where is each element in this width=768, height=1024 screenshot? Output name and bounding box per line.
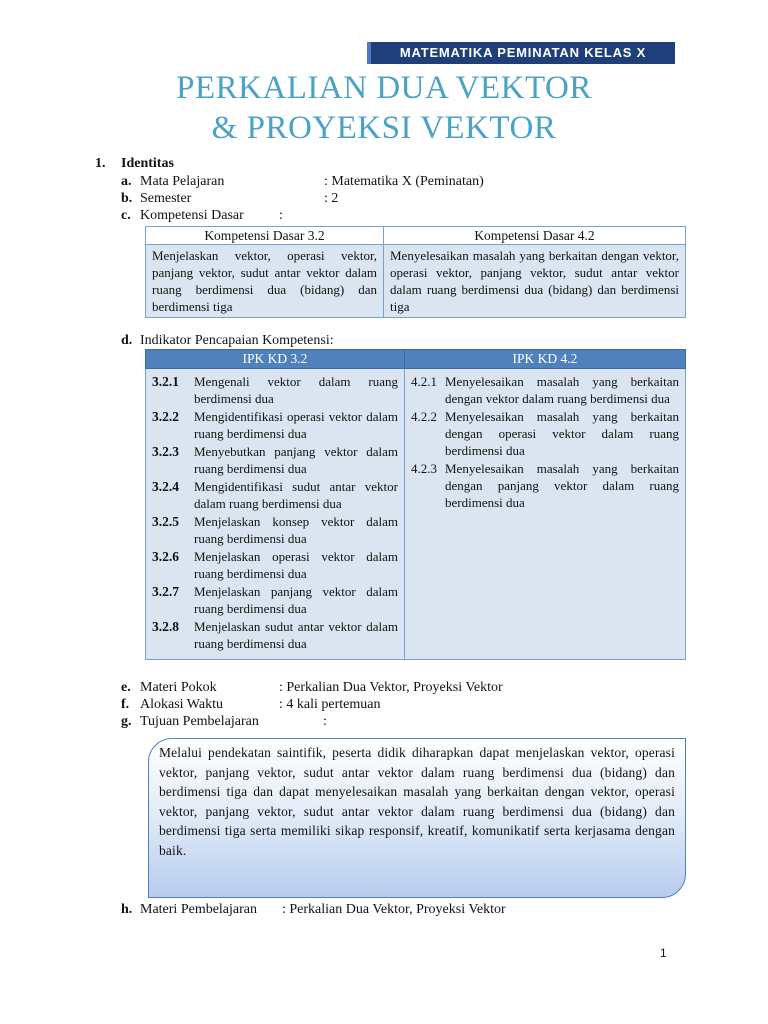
item-g-marker: g. xyxy=(121,714,132,729)
list-item xyxy=(152,373,398,407)
learning-goal-box: Melalui pendekatan saintifik, peserta didik diharapkan dapat menjelaskan vektor, operasi vektor, panjang vektor, sudut antar vektor dalam ruang berdimensi dua (bidang) dan berdimensi tiga dan dapat menyelesaikan masalah yang berkaitan dengan vektor, operasi vektor, panjang vektor, sudut antar vektor dalam ruang berdimensi dua (bidang) dan berdimensi tiga serta memiliki sikap responsif, kreatif, komunikatif serta kerjasama dengan baik. xyxy=(148,738,686,898)
ipk-text: Mengidentifikasi sudut antar vektor dalam ruang berdimensi dua xyxy=(194,479,398,511)
kompetensi-dasar-table xyxy=(145,226,686,318)
kd-cell-4-2: Menyelesaikan masalah yang berkaitan dengan vektor, operasi vektor, panjang vektor, sudut antar vektor dalam ruang berdimensi dua (bidang) dan berdimensi tiga xyxy=(384,245,686,318)
item-c-value: : xyxy=(279,208,283,223)
list-item xyxy=(411,373,679,407)
list-item xyxy=(411,408,679,459)
list-item xyxy=(152,618,398,652)
ipk-text: Menjelaskan operasi vektor dalam ruang berdimensi dua xyxy=(194,549,398,581)
item-h-label: Materi Pembelajaran xyxy=(140,902,258,917)
item-f-label: Alokasi Waktu xyxy=(140,697,223,712)
item-f-marker: f. xyxy=(121,697,130,712)
item-e-value: : Perkalian Dua Vektor, Proyeksi Vektor xyxy=(279,680,503,695)
page-title-line-2: & PROYEKSI VEKTOR xyxy=(211,110,557,146)
ipk-text: Menyelesaikan masalah yang berkaitan dengan vektor dalam ruang berdimensi dua xyxy=(445,374,679,406)
item-c-marker: c. xyxy=(121,208,131,223)
ipk-text: Menjelaskan konsep vektor dalam ruang berdimensi dua xyxy=(194,514,398,546)
ipk-number: 3.2.7 xyxy=(152,584,179,599)
item-b-marker: b. xyxy=(121,191,133,206)
kd-header-3-2: Kompetensi Dasar 3.2 xyxy=(146,227,384,245)
ipk-number: 3.2.8 xyxy=(152,619,179,634)
ipk-text: Menyelesaikan masalah yang berkaitan dengan operasi vektor dalam ruang berdimensi dua xyxy=(445,409,679,458)
ipk-number: 4.2.3 xyxy=(411,461,437,476)
item-h-marker: h. xyxy=(121,902,133,917)
item-h-value: : Perkalian Dua Vektor, Proyeksi Vektor xyxy=(282,902,506,917)
ipk-header-3-2: IPK KD 3.2 xyxy=(146,350,405,369)
item-c-label: Kompetensi Dasar xyxy=(140,208,244,223)
ipk-header-4-2: IPK KD 4.2 xyxy=(405,350,686,369)
ipk-number: 3.2.5 xyxy=(152,514,179,529)
page-number: 1 xyxy=(660,946,667,960)
ipk-text: Mengidentifikasi operasi vektor dalam ruang berdimensi dua xyxy=(194,409,398,441)
ipk-number: 3.2.1 xyxy=(152,374,179,389)
list-item xyxy=(152,408,398,442)
ipk-number: 3.2.4 xyxy=(152,479,179,494)
ipk-text: Menjelaskan sudut antar vektor dalam ruang berdimensi dua xyxy=(194,619,398,651)
item-b-label: Semester xyxy=(140,191,192,206)
item-a-value: : Matematika X (Peminatan) xyxy=(324,174,484,189)
ipk-number: 3.2.3 xyxy=(152,444,179,459)
item-f-value: : 4 kali pertemuan xyxy=(279,697,381,712)
item-a-label: Mata Pelajaran xyxy=(140,174,225,189)
ipk-text: Menjelaskan panjang vektor dalam ruang berdimensi dua xyxy=(194,584,398,616)
ipk-text: Menyebutkan panjang vektor dalam ruang berdimensi dua xyxy=(194,444,398,476)
list-item xyxy=(152,478,398,512)
list-item xyxy=(152,443,398,477)
subject-banner: MATEMATIKA PEMINATAN KELAS X xyxy=(367,42,675,64)
ipk-number: 4.2.1 xyxy=(411,374,437,389)
kd-header-4-2: Kompetensi Dasar 4.2 xyxy=(384,227,686,245)
section-heading: Identitas xyxy=(121,156,174,171)
item-g-label: Tujuan Pembelajaran xyxy=(140,714,259,729)
page-title-line-1: PERKALIAN DUA VEKTOR xyxy=(176,70,592,106)
item-a-marker: a. xyxy=(121,174,132,189)
ipk-table xyxy=(145,349,686,660)
item-d-label: Indikator Pencapaian Kompetensi: xyxy=(140,333,334,348)
ipk-number: 3.2.2 xyxy=(152,409,179,424)
list-item xyxy=(152,513,398,547)
section-number: 1. xyxy=(95,156,106,171)
ipk-column-3-2 xyxy=(146,369,405,660)
item-g-value: : xyxy=(323,714,327,729)
item-d-marker: d. xyxy=(121,333,133,348)
kd-cell-3-2: Menjelaskan vektor, operasi vektor, panjang vektor, sudut antar vektor dalam ruang berdimensi dua (bidang) dan berdimensi tiga xyxy=(146,245,384,318)
ipk-number: 4.2.2 xyxy=(411,409,437,424)
ipk-text: Mengenali vektor dalam ruang berdimensi dua xyxy=(194,374,398,406)
list-item xyxy=(152,548,398,582)
item-b-value: : 2 xyxy=(324,191,339,206)
list-item xyxy=(152,583,398,617)
item-e-label: Materi Pokok xyxy=(140,680,217,695)
ipk-text: Menyelesaikan masalah yang berkaitan dengan panjang vektor dalam ruang berdimensi dua xyxy=(445,461,679,510)
item-e-marker: e. xyxy=(121,680,131,695)
ipk-column-4-2 xyxy=(405,369,686,660)
list-item xyxy=(411,460,679,511)
ipk-number: 3.2.6 xyxy=(152,549,179,564)
